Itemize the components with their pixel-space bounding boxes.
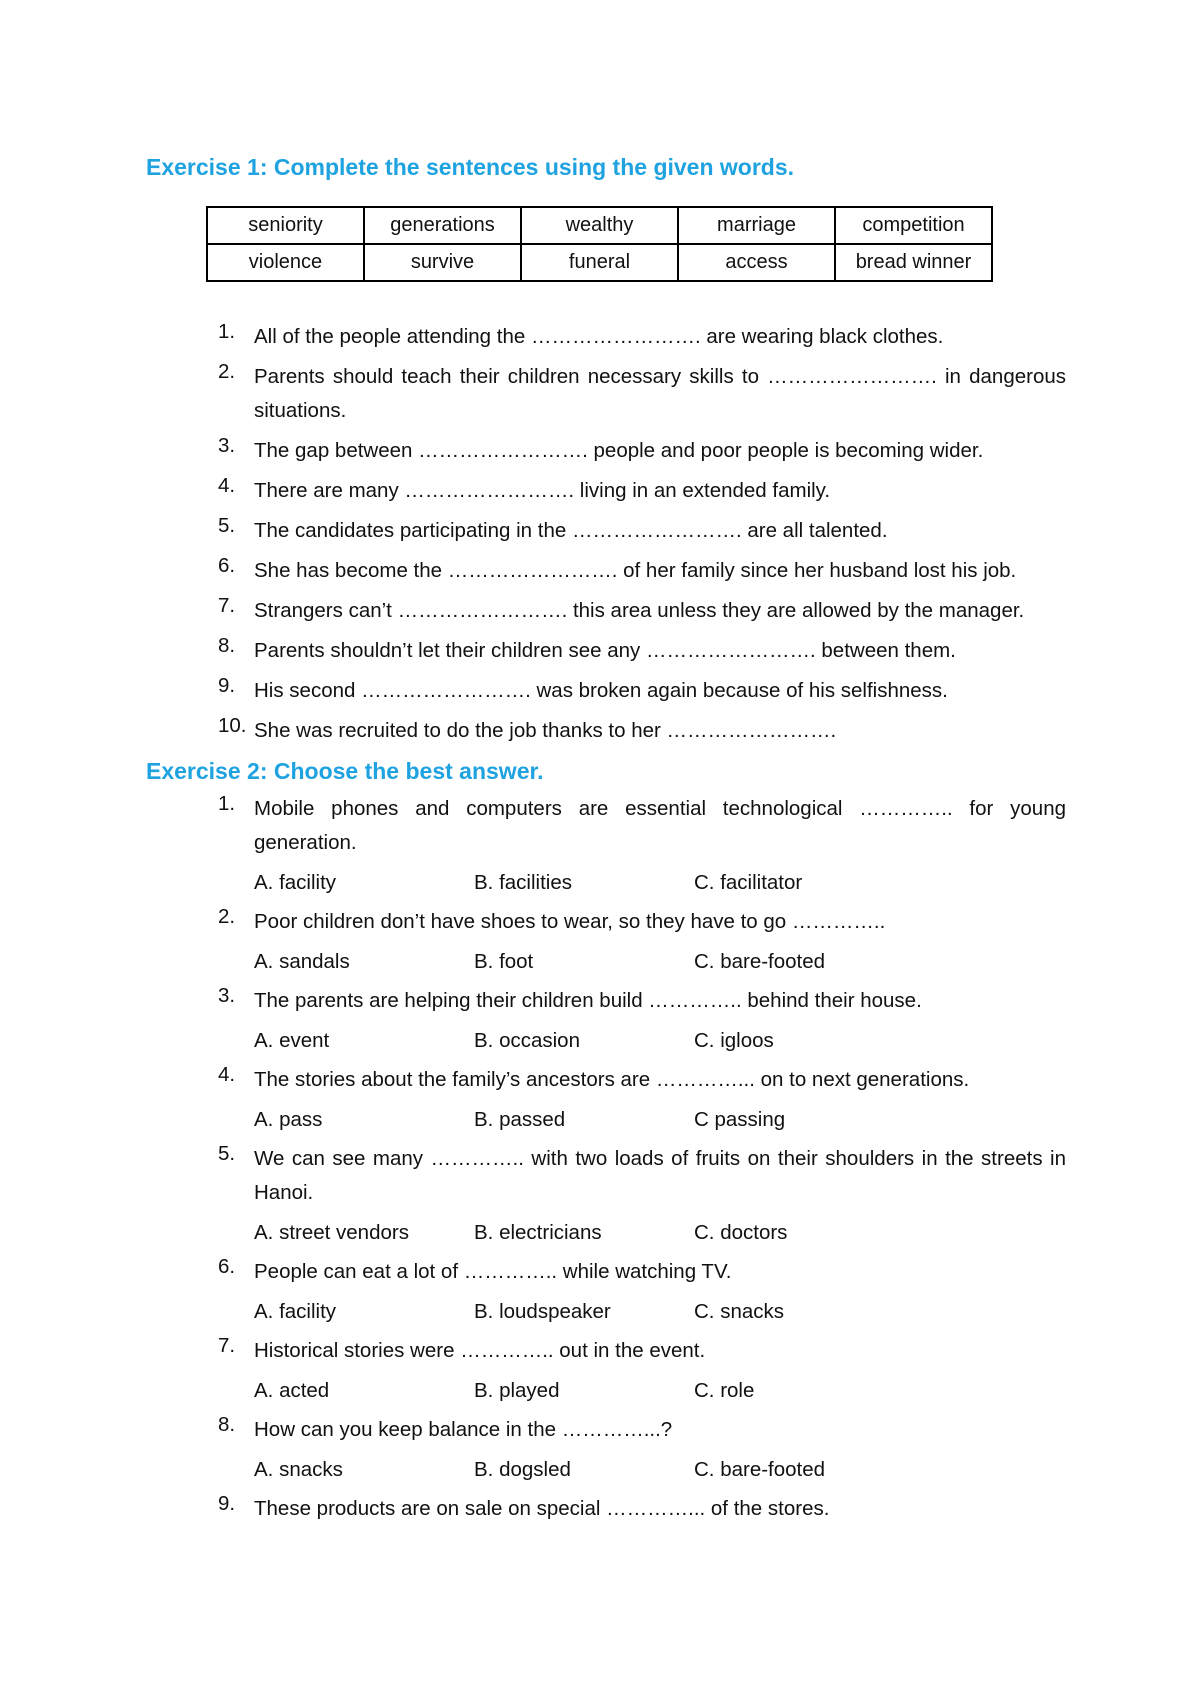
answer-options [254,1103,1066,1137]
item-number: 7. [218,594,236,617]
exercise-1-list [146,320,1066,748]
word-bank-cell: seniority [207,207,364,244]
item-question: How can you keep balance in the …………...? [254,1418,673,1441]
item-question: Historical stories were ………….. out in the event. [254,1339,706,1362]
exercise-2-item [146,1492,1066,1526]
word-bank-cell: bread winner [835,244,992,281]
answer-options [254,866,1066,900]
item-number: 10. [218,714,247,737]
word-bank-cell: funeral [521,244,678,281]
item-number: 4. [218,474,236,497]
item-sentence: Strangers can’t ……………………. this area unless they are allowed by the manager. [254,599,1025,622]
word-bank-cell: access [678,244,835,281]
item-number: 5. [218,1142,236,1165]
answer-options [254,1216,1066,1250]
answer-option: C. bare-footed [694,950,826,973]
exercise-1-item [146,554,1066,588]
answer-option: C. role [694,1379,755,1402]
answer-option: A. facility [254,1300,337,1323]
word-bank-cell: competition [835,207,992,244]
exercise-2-item [146,1334,1066,1408]
exercise-2-list [146,792,1066,1526]
word-bank-cell: violence [207,244,364,281]
item-sentence: She has become the ……………………. of her family since her husband lost his job. [254,559,1017,582]
exercise-1-item [146,360,1066,428]
item-number: 6. [218,554,236,577]
item-number: 6. [218,1255,236,1278]
exercise-2-item [146,1142,1066,1250]
item-question: These products are on sale on special …………... of the stores. [254,1497,830,1520]
answer-options [254,945,1066,979]
exercise-2-item [146,792,1066,900]
answer-option: A. facility [254,871,337,894]
item-number: 7. [218,1334,236,1357]
answer-option: B. facilities [474,871,572,894]
word-bank-cell: survive [364,244,521,281]
item-number: 1. [218,792,236,815]
item-question: Poor children don’t have shoes to wear, so they have to go ………….. [254,910,886,933]
exercise-2-item [146,984,1066,1058]
answer-option: A. pass [254,1108,323,1131]
answer-options [254,1453,1066,1487]
item-number: 9. [218,674,236,697]
worksheet-content [146,150,1066,1531]
answer-options [254,1295,1066,1329]
exercise-2-item [146,905,1066,979]
item-number: 8. [218,1413,236,1436]
answer-options [254,1374,1066,1408]
item-sentence: There are many ……………………. living in an extended family. [254,479,831,502]
answer-option: C. igloos [694,1029,774,1052]
answer-option: B. passed [474,1108,566,1131]
exercise-1-item [146,594,1066,628]
exercise-2-item [146,1413,1066,1487]
answer-option: A. snacks [254,1458,343,1481]
exercise-1-item [146,634,1066,668]
item-number: 3. [218,984,236,1007]
item-sentence: The gap between ……………………. people and poor people is becoming wider. [254,439,984,462]
item-number: 2. [218,360,236,383]
answer-option: C. snacks [694,1300,784,1323]
item-sentence: The candidates participating in the ……………………. are all talented. [254,519,888,542]
exercise-1-item [146,434,1066,468]
answer-option: B. played [474,1379,560,1402]
word-bank-table [206,206,993,282]
item-number: 2. [218,905,236,928]
answer-option: C passing [694,1108,786,1131]
exercise-1-item [146,474,1066,508]
item-question: We can see many ………….. with two loads of fruits on their shoulders in the streets in Hanoi. [254,1147,1066,1204]
item-sentence: All of the people attending the ……………………. are wearing black clothes. [254,325,944,348]
item-number: 9. [218,1492,236,1515]
word-bank-cell: marriage [678,207,835,244]
item-number: 8. [218,634,236,657]
exercise-2-heading: Exercise 2: Choose the best answer. [146,758,544,784]
word-bank-cell: wealthy [521,207,678,244]
answer-option: B. dogsled [474,1458,571,1481]
answer-option: C. bare-footed [694,1458,826,1481]
item-number: 1. [218,320,236,343]
exercise-2-item [146,1063,1066,1137]
item-question: The stories about the family’s ancestors are …………... on to next generations. [254,1068,970,1091]
item-question: People can eat a lot of ………….. while watching TV. [254,1260,732,1283]
item-sentence: Parents should teach their children necessary skills to ……………………. in dangerous situations. [254,365,1066,422]
answer-option: B. loudspeaker [474,1300,611,1323]
item-sentence: His second ……………………. was broken again because of his selfishness. [254,679,948,702]
item-question: The parents are helping their children build ………….. behind their house. [254,989,922,1012]
item-sentence: Parents shouldn’t let their children see any ……………………. between them. [254,639,956,662]
exercise-1-item [146,514,1066,548]
exercise-1-heading: Exercise 1: Complete the sentences using the given words. [146,154,795,180]
item-question: Mobile phones and computers are essential technological ………….. for young generation. [254,797,1066,854]
exercise-1-item [146,674,1066,708]
answer-option: A. sandals [254,950,350,973]
exercise-1-item [146,320,1066,354]
answer-option: A. street vendors [254,1221,409,1244]
answer-option: A. acted [254,1379,330,1402]
item-number: 5. [218,514,236,537]
item-number: 4. [218,1063,236,1086]
answer-options [254,1024,1066,1058]
answer-option: C. facilitator [694,871,803,894]
item-sentence: She was recruited to do the job thanks to her ……………………. [254,719,837,742]
item-number: 3. [218,434,236,457]
word-bank-row [207,207,992,244]
answer-option: B. foot [474,950,534,973]
answer-option: A. event [254,1029,330,1052]
exercise-2-item [146,1255,1066,1329]
word-bank-row [207,244,992,281]
answer-option: B. occasion [474,1029,580,1052]
word-bank-cell: generations [364,207,521,244]
answer-option: B. electricians [474,1221,602,1244]
answer-option: C. doctors [694,1221,788,1244]
exercise-1-item [146,714,1066,748]
